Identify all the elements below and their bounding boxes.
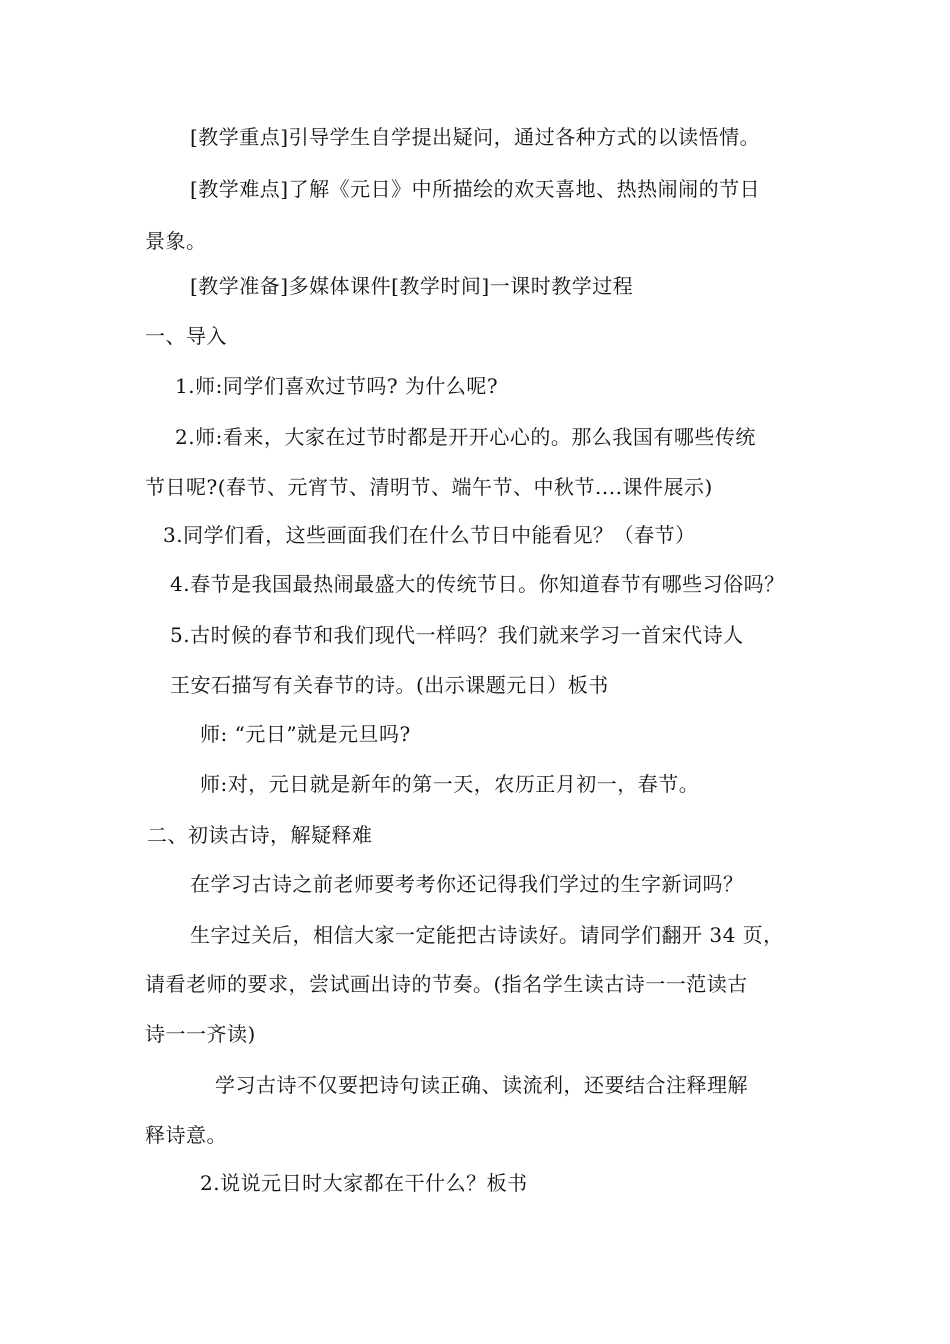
preparation-paragraph: [教学准备]多媒体课件[教学时间]一课时教学过程 (190, 274, 634, 298)
teacher-answer: 师:对，元日就是新年的第一天，农历正月初一，春节。 (200, 772, 700, 796)
list-item-5-continuation: 王安石描写有关春节的诗。(出示课题元日）板书 (170, 673, 609, 697)
paragraph-reading: 生字过关后，相信大家一定能把古诗读好。请同学们翻开 34 页， (190, 923, 784, 947)
list-item-1: 1.师:同学们喜欢过节吗? 为什么呢? (175, 374, 499, 398)
difficult-point-continuation: 景象。 (145, 229, 207, 253)
paragraph-understanding: 学习古诗不仅要把诗句读正确、读流利，还要结合注释理解 (215, 1073, 748, 1097)
list-item-5: 5.古时候的春节和我们现代一样吗？我们就来学习一首宋代诗人 (170, 623, 744, 647)
paragraph-new-words: 在学习古诗之前老师要考考你还记得我们学过的生字新词吗？ (190, 872, 744, 896)
paragraph-reading-end: 诗一一齐读) (145, 1022, 256, 1046)
key-point-paragraph: [教学重点]引导学生自学提出疑问，通过各种方式的以读悟情。 (190, 125, 761, 149)
list-item-final: 2.说说元日时大家都在干什么？板书 (200, 1171, 528, 1195)
difficult-point-paragraph: [教学难点]了解《元日》中所描绘的欢天喜地、热热闹闹的节日 (190, 177, 761, 201)
section-2-heading: 二、初读古诗，解疑释难 (147, 823, 373, 847)
list-item-2: 2.师:看来，大家在过节时都是开开心心的。那么我国有哪些传统 (175, 425, 756, 449)
teacher-question: 师: “元日”就是元旦吗? (200, 722, 411, 746)
paragraph-reading-continuation: 请看老师的要求，尝试画出诗的节奏。(指名学生读古诗一一范读古 (145, 972, 748, 996)
list-item-3: 3.同学们看，这些画面我们在什么节日中能看见？（春节） (163, 523, 696, 547)
section-1-heading: 一、导入 (145, 324, 227, 348)
list-item-4: 4.春节是我国最热闹最盛大的传统节日。你知道春节有哪些习俗吗？ (170, 572, 785, 596)
paragraph-understanding-continuation: 释诗意。 (145, 1123, 227, 1147)
list-item-2-continuation: 节日呢?(春节、元宵节、清明节、端午节、中秋节....课件展示) (145, 475, 713, 499)
